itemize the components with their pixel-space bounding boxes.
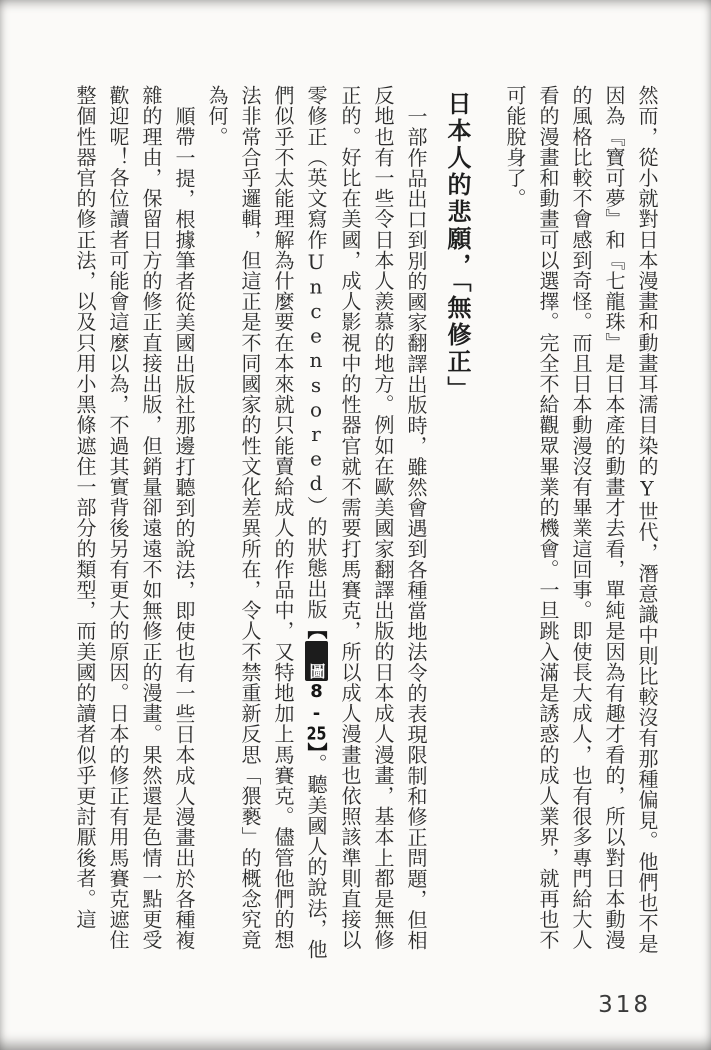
page-content xyxy=(48,85,663,963)
figure-ref-close-bracket: 】 xyxy=(304,742,328,754)
paragraph-text-after-figure: 。聽美國人的說法，他們似乎不太能理解為什麼要在本來就只能賣給成人的作品中，又特地加上馬賽克。儘管他們的想法非常合乎邏輯，但這正是不同國家的性文化差異所在，令人不禁重新反思「猥褻」的概念究竟為何。 xyxy=(205,85,328,960)
page-number: 318 xyxy=(598,992,651,1018)
figure-ref-number-first: 8 xyxy=(306,681,327,704)
paragraph-text-before-figure: 一部作品出口到別的國家翻譯出版時，雖然會遇到各種當地法令的表現限制和修正問題，但相反地也有一些令日本人羨慕的地方。例如在歐美國家翻譯出版的日本成人漫畫，基本上都是無修正的。好比在美國，成人影視中的性器官就不需要打馬賽克，所以成人漫畫也依照該準則直接以零修正（英文寫作Uncensored）的狀態出版 xyxy=(304,85,428,951)
paragraph-uncensored-export xyxy=(200,85,432,963)
paragraph-gen-y: 然而，從小就對日本漫畫和動畫耳濡目染的Y世代，潛意識中則比較沒有那種偏見。他們也不是因為『寶可夢』和『七龍珠』是日本產的動畫才去看，單純是因為有趣才看的，所以對日本動漫的風格比較不會感到奇怪。而且日本動漫沒有畢業這回事。即使長大成人，也有很多專門給大人看的漫畫和動畫可以選擇。完全不給觀眾畢業的機會。一旦跳入滿是誘惑的成人業界，就再也不可能脫身了。 xyxy=(503,85,659,955)
paragraph-censorship-types: 順帶一提，根據筆者從美國出版社那邊打聽到的說法，即使也有一些日本成人漫畫出於各種複雜的理由，保留日方的修正直接出版，但銷量卻遠遠不如無修正的漫畫。果然還是色情一點更受歡迎呢！各位讀者可能會這麼以為，不過其實背後另有更大的原因。日本的修正有用馬賽克遮住整個性器官的修正法，以及只用小黑條遮住一部分的類型，而美國的讀者似乎更討厭後者。這 xyxy=(73,85,196,951)
figure-reference xyxy=(304,619,328,753)
figure-ref-number-second: 25 xyxy=(306,724,327,743)
section-heading: 日本人的悲願，「無修正」 xyxy=(443,91,471,403)
figure-ref-open-bracket: 【 xyxy=(304,619,328,641)
figure-ref-dash: - xyxy=(306,703,327,725)
figure-ref-label-badge: 圖 xyxy=(305,641,328,681)
